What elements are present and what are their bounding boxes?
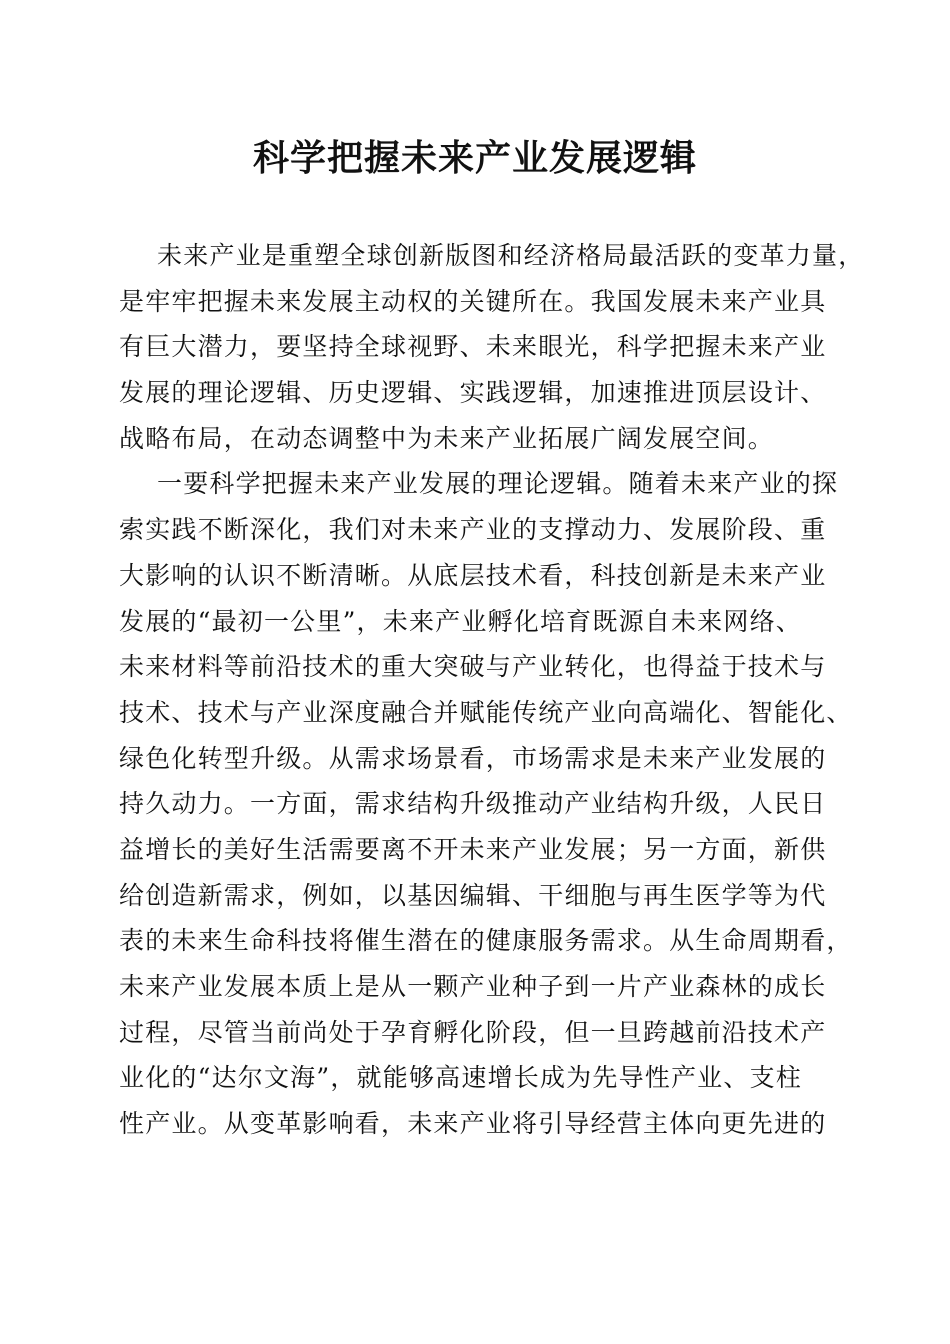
text-line: 战略布局，在动态调整中为未来产业拓展广阔发展空间。 (119, 423, 775, 453)
text-line: 业化的“达尔文海”，就能够高速增长成为先导性产业、支柱 (119, 1063, 802, 1093)
text-line: 大影响的认识不断清晰。从底层技术看，科技创新是未来产业 (119, 560, 827, 590)
text-line: 是牢牢把握未来发展主动权的关键所在。我国发展未来产业具 (119, 286, 827, 316)
document-body (119, 233, 865, 1147)
text-line: 索实践不断深化，我们对未来产业的支撑动力、发展阶段、重 (119, 515, 827, 545)
text-line: 持久动力。一方面，需求结构升级推动产业结构升级，人民日 (119, 789, 827, 819)
document-title: 科学把握未来产业发展逻辑 (252, 137, 697, 179)
text-line: 性产业。从变革影响看，未来产业将引导经营主体向更先进的 (119, 1109, 827, 1139)
text-line: 绿色化转型升级。从需求场景看，市场需求是未来产业发展的 (119, 743, 827, 773)
text-line: 未来材料等前沿技术的重大突破与产业转化，也得益于技术与 (119, 652, 827, 682)
text-line: 技术、技术与产业深度融合并赋能传统产业向高端化、智能化、 (119, 697, 853, 727)
text-line: 一要科学把握未来产业发展的理论逻辑。随着未来产业的探 (157, 469, 839, 499)
text-line: 益增长的美好生活需要离不开未来产业发展；另一方面，新供 (119, 834, 827, 864)
text-line: 过程，尽管当前尚处于孕育孵化阶段，但一旦跨越前沿技术产 (119, 1017, 827, 1047)
text-line: 发展的理论逻辑、历史逻辑、实践逻辑，加速推进顶层设计、 (119, 378, 827, 408)
text-line: 有巨大潜力，要坚持全球视野、未来眼光，科学把握未来产业 (119, 332, 827, 362)
text-line: 未来产业是重塑全球创新版图和经济格局最活跃的变革力量， (157, 241, 865, 270)
text-line: 表的未来生命科技将催生潜在的健康服务需求。从生命周期看， (119, 926, 853, 956)
text-line: 未来产业发展本质上是从一颗产业种子到一片产业森林的成长 (119, 972, 827, 1001)
text-line: 发展的“最初一公里”，未来产业孵化培育既源自未来网络、 (119, 606, 802, 636)
text-line: 给创造新需求，例如，以基因编辑、干细胞与再生医学等为代 (119, 880, 827, 910)
